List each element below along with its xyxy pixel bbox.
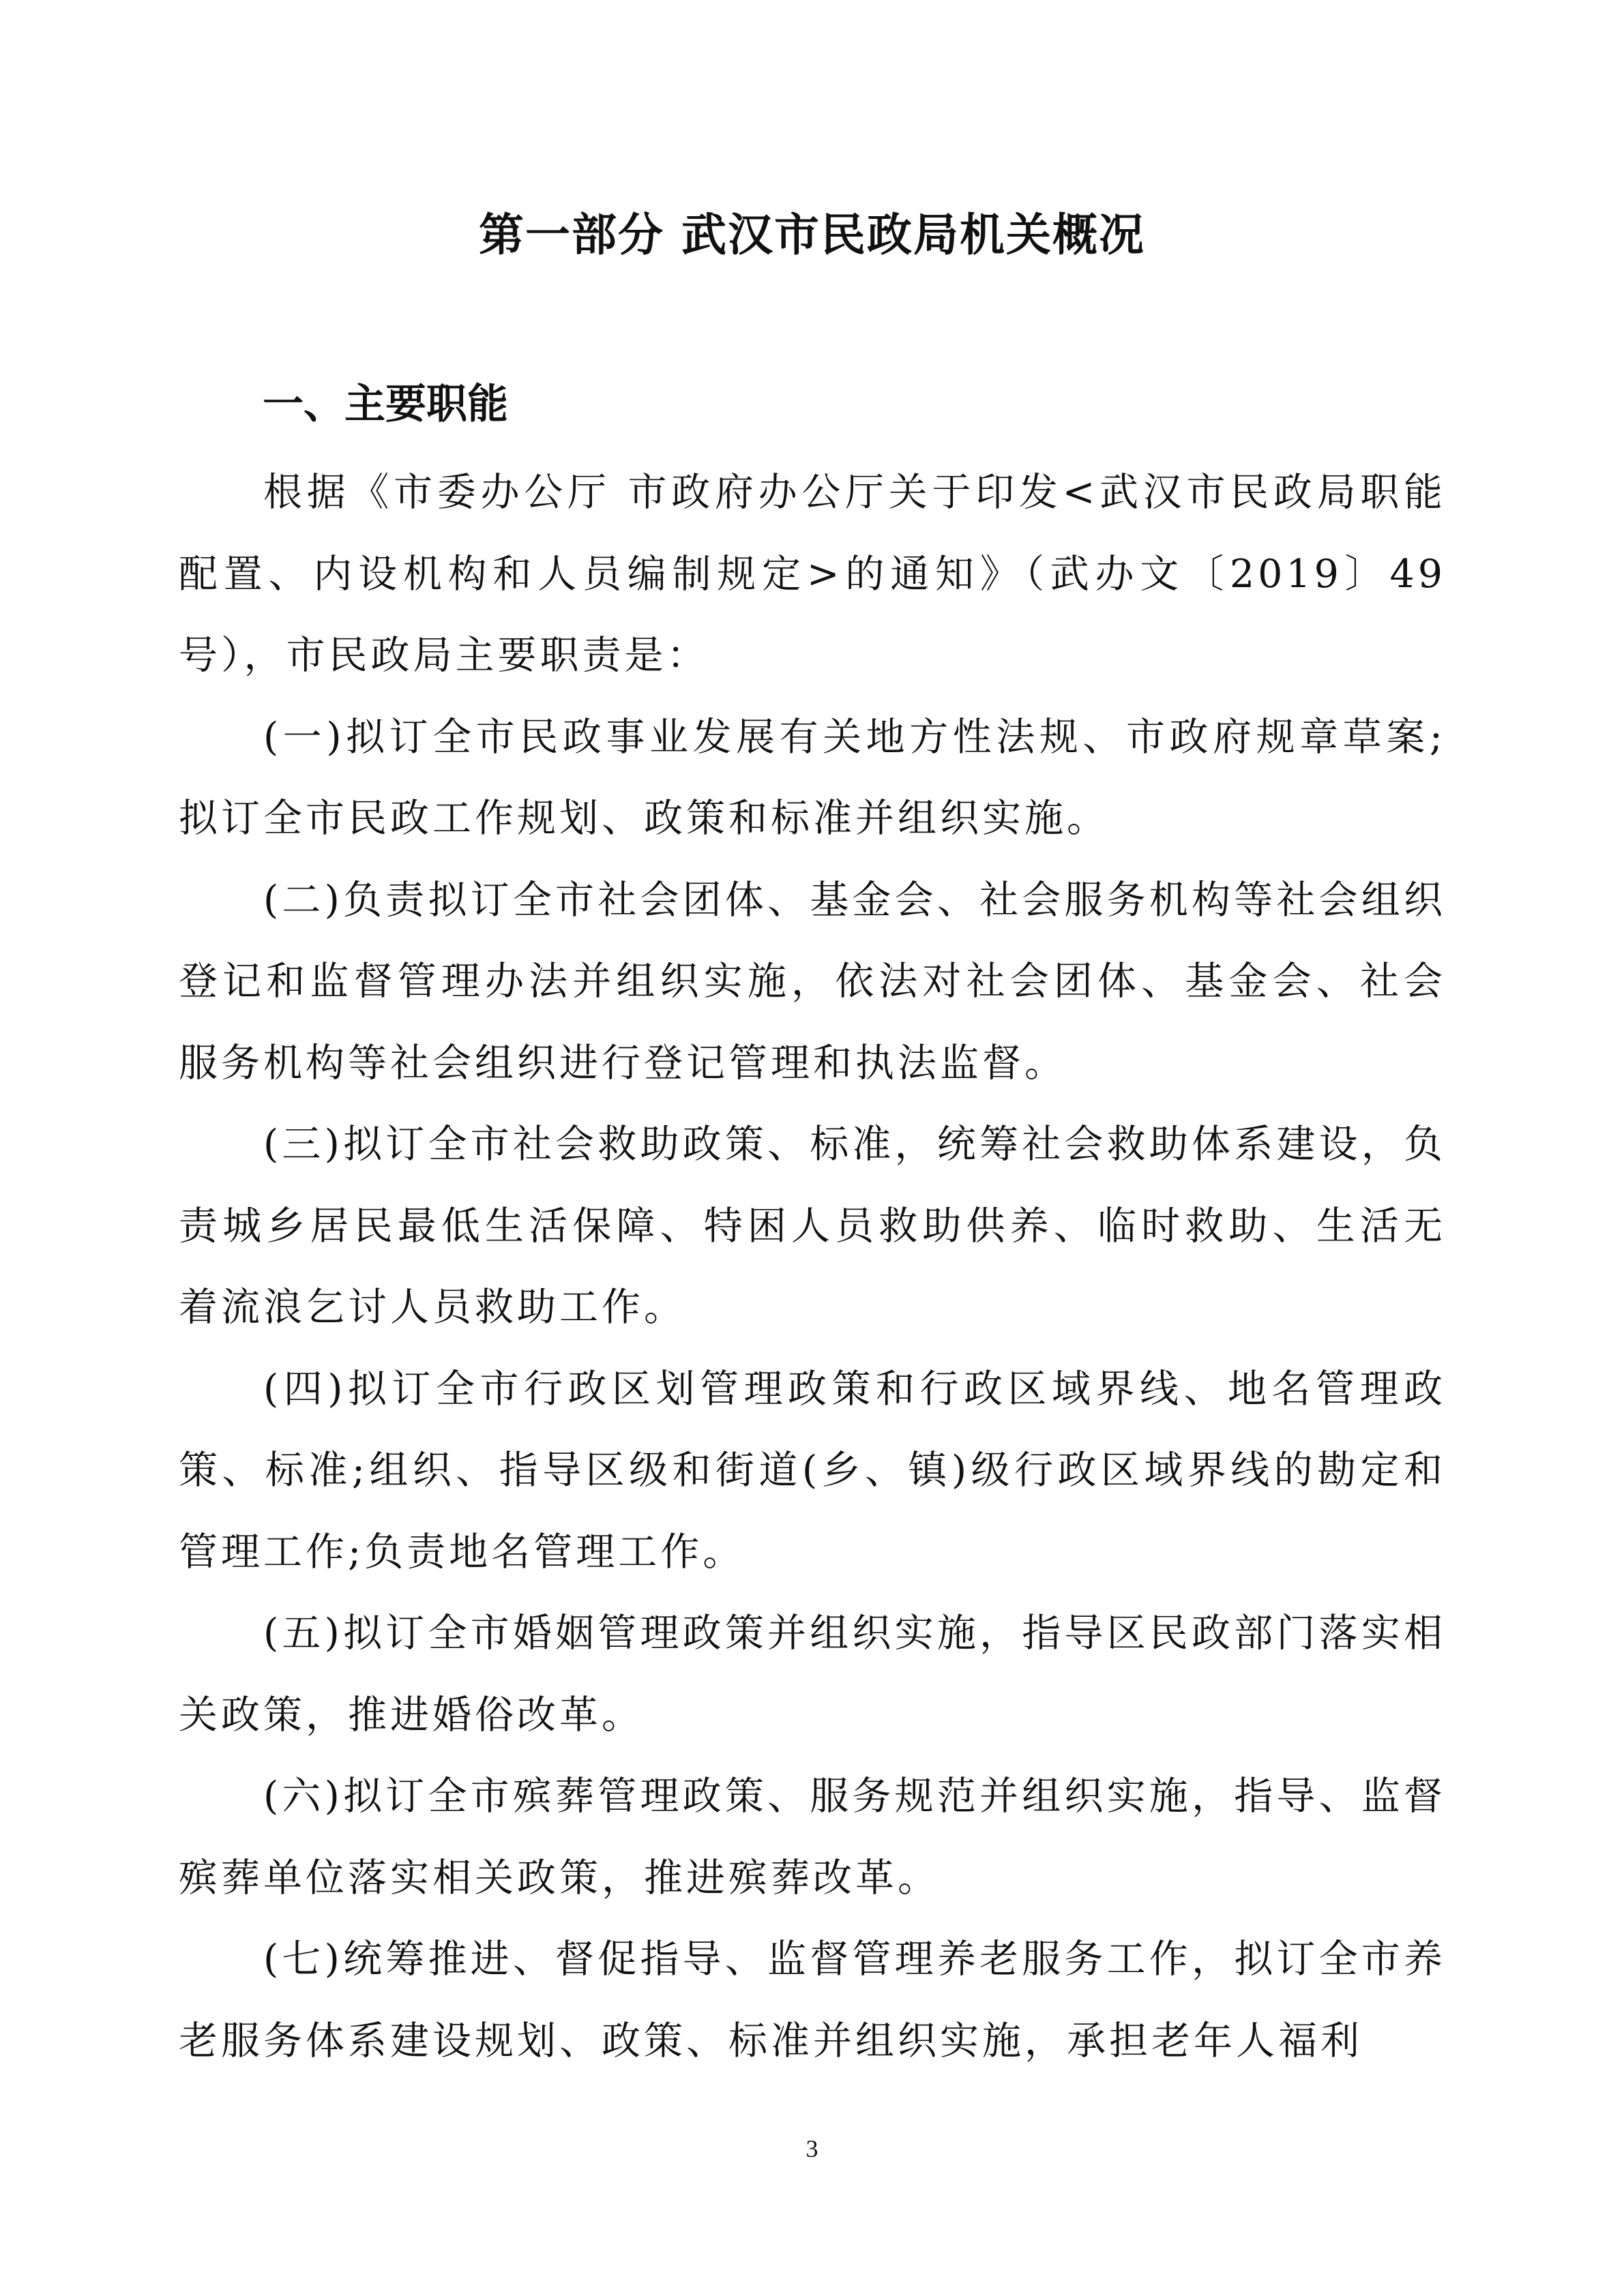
paragraph-item-6: (六)拟订全市殡葬管理政策、服务规范并组织实施，指导、监督殡葬单位落实相关政策，推进殡葬改革。	[179, 1774, 1446, 1900]
document-body	[179, 452, 1446, 2082]
paragraph-intro: 根据《市委办公厅 市政府办公厅关于印发<武汉市民政局职能配置、内设机构和人员编制规定>的通知》（武办文〔2019〕49号），市民政局主要职责是：	[179, 470, 1446, 678]
paragraph-item-4: (四)拟订全市行政区划管理政策和行政区域界线、地名管理政策、标准;组织、指导区级和街道(乡、镇)级行政区域界线的勘定和管理工作;负责地名管理工作。	[179, 1366, 1446, 1575]
section-heading: 一、主要职能	[263, 381, 508, 428]
paragraph-item-2: (二)负责拟订全市社会团体、基金会、社会服务机构等社会组织登记和监督管理办法并组织实施，依法对社会团体、基金会、社会服务机构等社会组织进行登记管理和执法监督。	[179, 877, 1446, 1086]
paragraph-item-3: (三)拟订全市社会救助政策、标准，统筹社会救助体系建设，负责城乡居民最低生活保障、特困人员救助供养、临时救助、生活无着流浪乞讨人员救助工作。	[179, 1122, 1446, 1330]
paragraph-item-1: (一)拟订全市民政事业发展有关地方性法规、市政府规章草案;拟订全市民政工作规划、政策和标准并组织实施。	[179, 714, 1446, 841]
page-number: 3	[806, 2135, 818, 2162]
paragraph-item-5: (五)拟订全市婚姻管理政策并组织实施，指导区民政部门落实相关政策，推进婚俗改革。	[179, 1611, 1446, 1738]
document-title: 第一部分 武汉市民政局机关概况	[479, 209, 1145, 261]
paragraph-item-7: (七)统筹推进、督促指导、监督管理养老服务工作，拟订全市养老服务体系建设规划、政策、标准并组织实施，承担老年人福利	[179, 1937, 1446, 2063]
